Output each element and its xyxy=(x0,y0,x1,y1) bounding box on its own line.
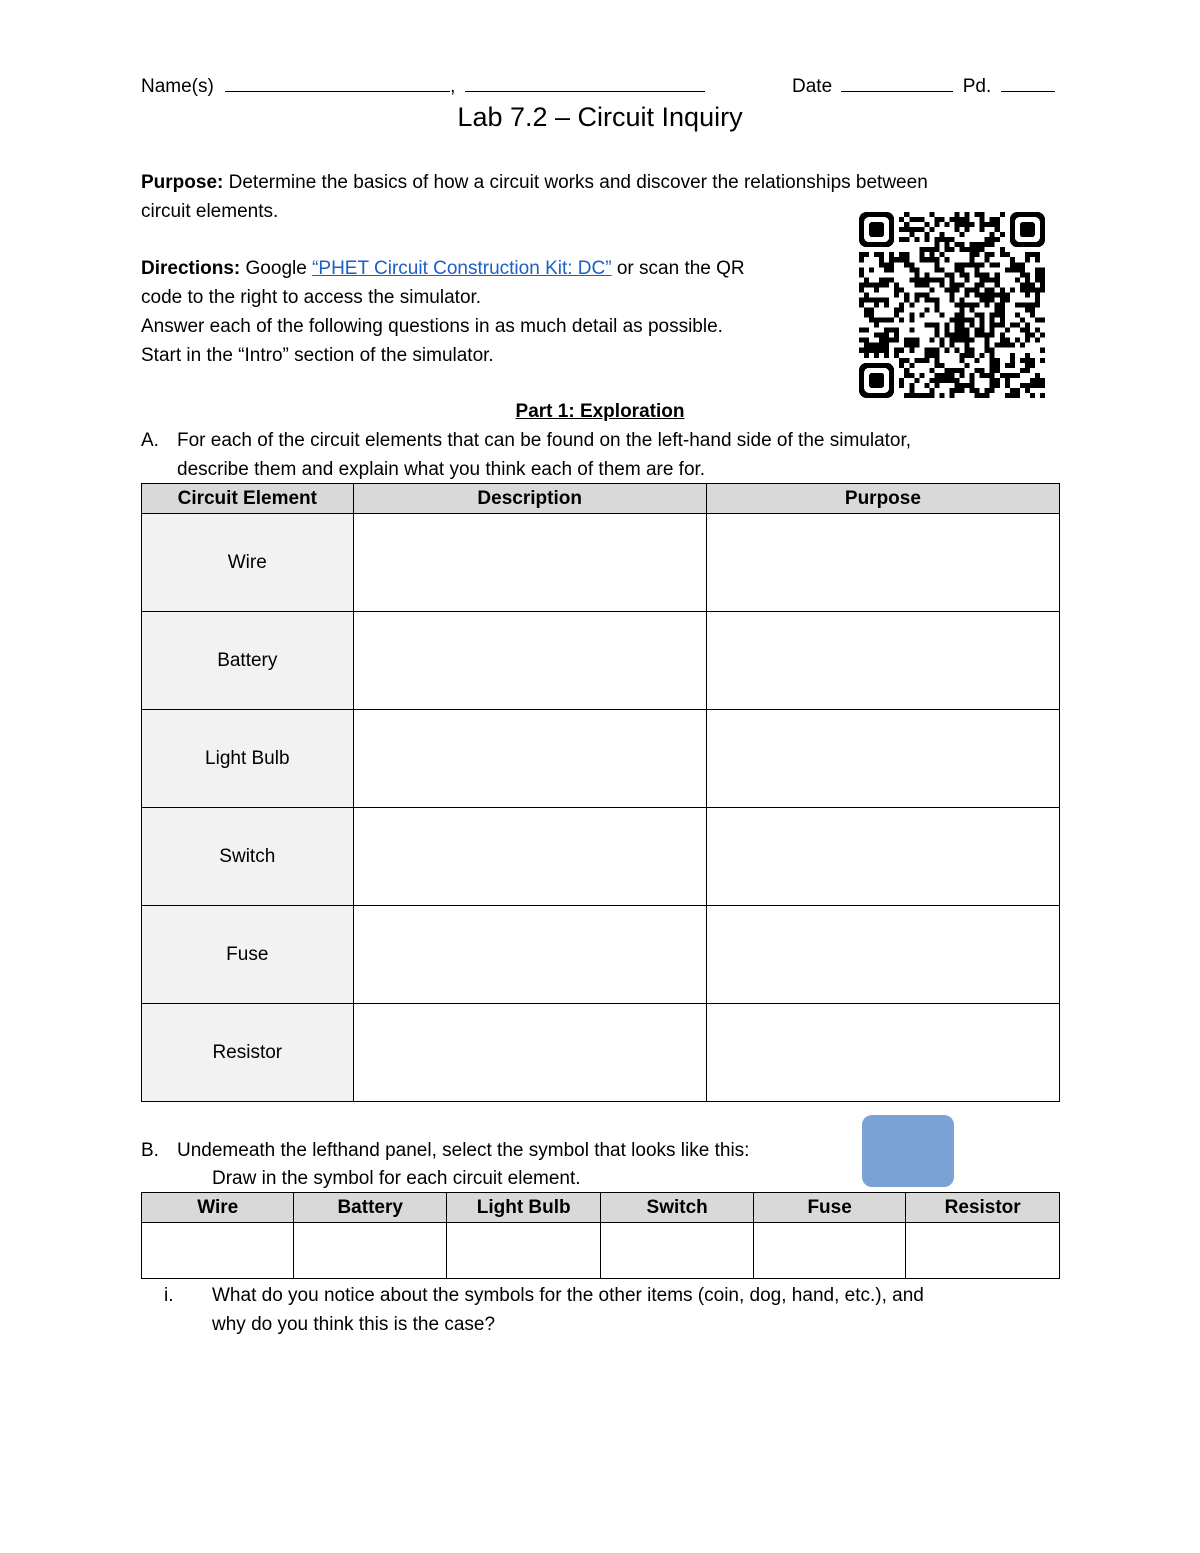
purpose-cell[interactable] xyxy=(706,808,1059,906)
table-row xyxy=(142,612,1060,710)
col-resistor: Resistor xyxy=(906,1193,1060,1223)
symbol-cell[interactable] xyxy=(601,1223,754,1279)
symbol-cell[interactable] xyxy=(753,1223,905,1279)
date-pd-line xyxy=(792,72,1055,101)
table-row xyxy=(142,514,1060,612)
col-battery: Battery xyxy=(294,1193,447,1223)
directions-line-3: Answer each of the following questions in as much detail as possible. xyxy=(141,316,723,337)
description-cell[interactable] xyxy=(353,514,706,612)
col-circuit-element: Circuit Element xyxy=(142,484,354,514)
part1-heading: Part 1: Exploration xyxy=(515,401,685,422)
symbol-cell[interactable] xyxy=(142,1223,294,1279)
pd-blank[interactable] xyxy=(1001,73,1055,92)
qA-line-1: For each of the circuit elements that can be found on the left-hand side of the simulator, xyxy=(177,430,912,451)
purpose-label: Purpose: xyxy=(141,172,224,193)
table-header-row xyxy=(142,484,1060,514)
row-label: Wire xyxy=(142,514,354,612)
row-label: Switch xyxy=(142,808,354,906)
table-row xyxy=(142,1004,1060,1102)
purpose-line-2: circuit elements. xyxy=(141,201,279,222)
directions-line-2: code to the right to access the simulator. xyxy=(141,287,482,308)
purpose-cell[interactable] xyxy=(706,710,1059,808)
qA-marker: A. xyxy=(141,430,159,451)
qi-marker: i. xyxy=(164,1285,174,1306)
names-label: Name(s) xyxy=(141,76,214,97)
header-line xyxy=(141,72,705,101)
table-row xyxy=(142,710,1060,808)
purpose-line-1 xyxy=(141,168,928,197)
page-title: Lab 7.2 – Circuit Inquiry xyxy=(457,102,743,132)
phet-link[interactable]: “PHET Circuit Construction Kit: DC” xyxy=(312,258,612,279)
directions-line-1 xyxy=(141,254,745,283)
qA-line-2: describe them and explain what you think each of them are for. xyxy=(177,459,706,480)
purpose-cell[interactable] xyxy=(706,612,1059,710)
pd-label: Pd. xyxy=(962,76,992,97)
qr-code-icon[interactable] xyxy=(858,212,1046,398)
elements-table xyxy=(141,483,1060,1102)
row-label: Resistor xyxy=(142,1004,354,1102)
table-row xyxy=(142,1223,1060,1279)
description-cell[interactable] xyxy=(353,1004,706,1102)
row-label: Fuse xyxy=(142,906,354,1004)
qi-line-1: What do you notice about the symbols for the other items (coin, dog, hand, etc.), and xyxy=(212,1285,924,1306)
symbol-button-icon xyxy=(862,1115,954,1187)
name-blank-2[interactable] xyxy=(465,73,705,92)
symbol-cell[interactable] xyxy=(906,1223,1060,1279)
symbol-cell[interactable] xyxy=(294,1223,447,1279)
qB-line-2: Draw in the symbol for each circuit element. xyxy=(212,1168,581,1189)
row-label: Battery xyxy=(142,612,354,710)
row-label: Light Bulb xyxy=(142,710,354,808)
description-cell[interactable] xyxy=(353,612,706,710)
description-cell[interactable] xyxy=(353,906,706,1004)
comma: , xyxy=(450,76,456,97)
purpose-text: Determine the basics of how a circuit works and discover the relationships between xyxy=(223,172,928,193)
name-blank-1[interactable] xyxy=(225,73,450,92)
purpose-cell[interactable] xyxy=(706,514,1059,612)
col-switch: Switch xyxy=(601,1193,754,1223)
table-row xyxy=(142,808,1060,906)
col-wire: Wire xyxy=(142,1193,294,1223)
col-light-bulb: Light Bulb xyxy=(446,1193,600,1223)
qi-line-2: why do you think this is the case? xyxy=(212,1314,496,1335)
directions-label: Directions: xyxy=(141,258,241,279)
purpose-cell[interactable] xyxy=(706,1004,1059,1102)
symbol-cell[interactable] xyxy=(446,1223,600,1279)
description-cell[interactable] xyxy=(353,808,706,906)
directions-pre: Google xyxy=(240,258,313,279)
table-row xyxy=(142,906,1060,1004)
col-fuse: Fuse xyxy=(753,1193,905,1223)
col-description: Description xyxy=(353,484,706,514)
qB-marker: B. xyxy=(141,1140,159,1161)
directions-post: or scan the QR xyxy=(611,258,745,279)
col-purpose: Purpose xyxy=(706,484,1059,514)
purpose-cell[interactable] xyxy=(706,906,1059,1004)
description-cell[interactable] xyxy=(353,710,706,808)
symbols-table xyxy=(141,1192,1060,1279)
date-blank[interactable] xyxy=(841,73,953,92)
qB-line-1: Undemeath the lefthand panel, select the symbol that looks like this: xyxy=(177,1140,750,1161)
table-header-row xyxy=(142,1193,1060,1223)
date-label: Date xyxy=(792,76,833,97)
directions-line-4: Start in the “Intro” section of the simulator. xyxy=(141,345,494,366)
